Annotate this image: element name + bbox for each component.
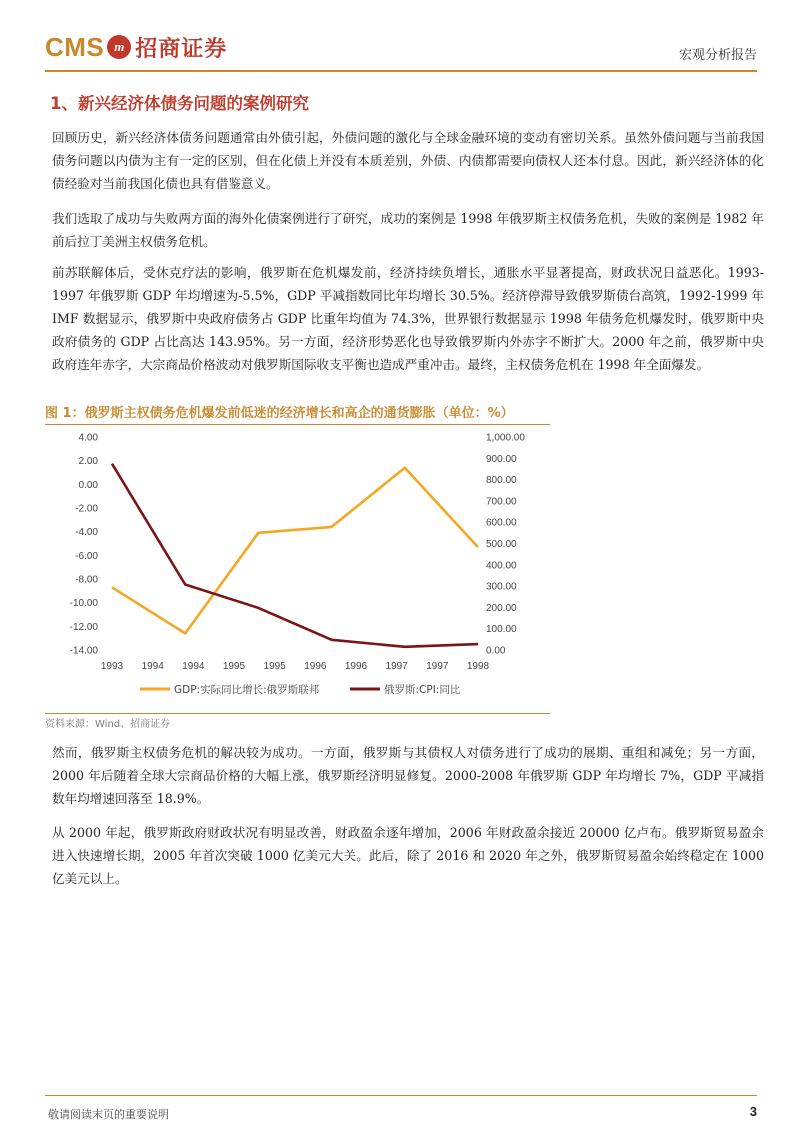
logo-latin-text: CMS bbox=[45, 31, 105, 62]
x-axis-tick-label: 1993 bbox=[100, 661, 124, 672]
right-axis-tick-label: 0.00 bbox=[486, 645, 506, 657]
left-axis-tick-label: 0.00 bbox=[78, 479, 98, 491]
right-axis-tick-label: 700.00 bbox=[486, 496, 517, 508]
x-axis-tick-label: 1994 bbox=[182, 661, 205, 672]
logo-mark-icon: m bbox=[107, 35, 131, 59]
paragraph-history: 回顾历史，新兴经济体债务问题通常由外债引起，外债问题的激化与全球金融环境的变动有密切关系。虽然外债问题与当前我国债务问题以内债为主有一定的区别，但在化债上并没有本质差别，外债、内债都需要向债权人还本付息。因此，新兴经济体的化债经验对当前我国化债也具有借鉴意义。 bbox=[52, 130, 764, 191]
section-title: 1、新兴经济体债务问题的案例研究 bbox=[50, 94, 309, 113]
page-header bbox=[45, 30, 757, 70]
footer-disclaimer: 敬请阅读末页的重要说明 bbox=[48, 1108, 169, 1121]
footer-divider bbox=[45, 1095, 757, 1096]
legend-cpi-label: 俄罗斯:CPI:同比 bbox=[384, 684, 461, 696]
header-divider bbox=[45, 70, 757, 72]
right-axis-tick-label: 500.00 bbox=[486, 539, 517, 550]
left-axis-tick-label: -2.00 bbox=[75, 503, 98, 515]
x-axis-tick-label: 1996 bbox=[304, 661, 327, 672]
right-axis-tick-label: 300.00 bbox=[486, 581, 517, 593]
right-axis-tick-label: 400.00 bbox=[486, 560, 517, 572]
page-number: 3 bbox=[749, 1104, 757, 1119]
x-axis-tick-label: 1995 bbox=[263, 661, 286, 672]
left-axis-tick-label: -10.00 bbox=[69, 598, 98, 610]
x-axis-tick-label: 1998 bbox=[466, 661, 490, 672]
right-axis-tick-label: 200.00 bbox=[486, 602, 517, 614]
figure-bottom-rule bbox=[45, 713, 550, 714]
paragraph-russia-background: 前苏联解体后，受休克疗法的影响，俄罗斯在危机爆发前，经济持续负增长，通胀水平显著提高，财政状况日益恶化。1993-1997 年俄罗斯 GDP 年均增速为-5.5%，GDP 平减指数同比年均增长 30.5%。经济停滞导致俄罗斯债台高筑，1992-1999 年 IMF 数据显示，俄罗斯中央政府债务占 GDP 比重年均值为 74.3%，世界银行数据显示 1998 年债务危机爆发时，俄罗斯中央政府债务的 GDP 占比高达 143.95%。另一方面，经济形势恶化也导致俄罗斯内外赤字不断扩大。2000 年之前，俄罗斯中央政府连年赤字，大宗商品价格波动对俄罗斯国际收支平衡也造成严重冲击。最终，主权债务危机在 1998 年全面爆发。 bbox=[52, 265, 764, 372]
right-axis-tick-label: 600.00 bbox=[486, 517, 517, 529]
paragraph-fiscal-improvement: 从 2000 年起，俄罗斯政府财政状况有明显改善，财政盈余逐年增加，2006 年财政盈余接近 20000 亿卢布。俄罗斯贸易盈余进入快速增长期，2005 年首次突破 1000 亿美元大关。此后，除了 2016 和 2020 年之外，俄罗斯贸易盈余始终稳定在 1000 亿美元以上。 bbox=[52, 825, 764, 886]
right-axis-tick-label: 1,000.00 bbox=[486, 432, 525, 444]
figure-source: 资料来源：Wind、招商证券 bbox=[45, 719, 171, 730]
x-axis-tick-label: 1995 bbox=[222, 661, 246, 672]
left-axis-tick-label: 4.00 bbox=[78, 432, 98, 444]
report-type-label: 宏观分析报告 bbox=[678, 48, 757, 63]
right-axis-tick-label: 100.00 bbox=[486, 624, 517, 636]
x-axis-tick-label: 1996 bbox=[344, 661, 368, 672]
figure-title: 图 1：俄罗斯主权债务危机爆发前低迷的经济增长和高企的通货膨胀（单位：%） bbox=[45, 406, 514, 421]
logo-chinese-text: 招商证券 bbox=[135, 36, 228, 62]
gdp-growth-line bbox=[112, 468, 478, 634]
legend-gdp-label: GDP:实际同比增长:俄罗斯联邦 bbox=[174, 684, 320, 696]
left-axis-tick-label: -14.00 bbox=[69, 645, 98, 657]
x-axis-tick-label: 1997 bbox=[385, 661, 408, 672]
gdp-cpi-chart bbox=[45, 425, 550, 713]
left-axis-tick-label: -12.00 bbox=[69, 621, 98, 633]
x-axis-tick-label: 1994 bbox=[141, 661, 164, 672]
paragraph-case-selection: 我们选取了成功与失败两方面的海外化债案例进行了研究，成功的案例是 1998 年俄罗斯主权债务危机，失败的案例是 1982 年前后拉丁美洲主权债务危机。 bbox=[52, 211, 764, 249]
cms-logo bbox=[45, 30, 227, 64]
left-axis-tick-label: -6.00 bbox=[75, 550, 98, 562]
chart-canvas bbox=[45, 425, 550, 713]
x-axis-tick-label: 1997 bbox=[426, 661, 449, 672]
left-axis-tick-label: 2.00 bbox=[78, 456, 98, 468]
paragraph-crisis-resolution: 然而，俄罗斯主权债务危机的解决较为成功。一方面，俄罗斯与其债权人对债务进行了成功的展期、重组和减免；另一方面，2000 年后随着全球大宗商品价格的大幅上涨，俄罗斯经济明显修复。2000-2008 年俄罗斯 GDP 年均增长 7%，GDP 平减指数年均增速回落至 18.9%。 bbox=[52, 745, 764, 806]
left-axis-tick-label: -8.00 bbox=[75, 574, 98, 586]
left-axis-tick-label: -4.00 bbox=[75, 527, 98, 539]
right-axis-tick-label: 800.00 bbox=[486, 475, 517, 487]
cpi-inflation-line bbox=[112, 464, 478, 647]
right-axis-tick-label: 900.00 bbox=[486, 453, 517, 465]
